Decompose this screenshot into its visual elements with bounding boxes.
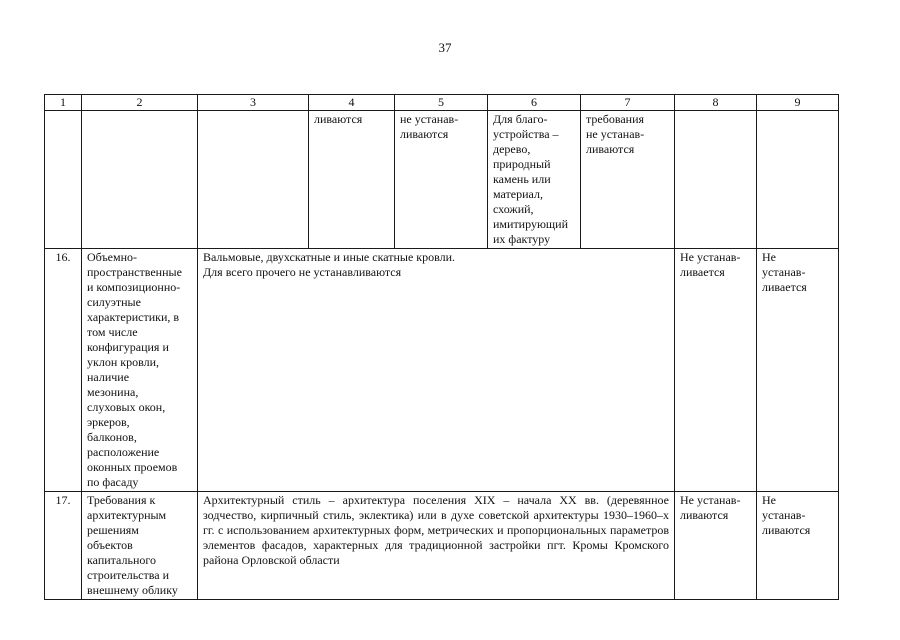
table-cell: не устанав- ливаются	[395, 111, 488, 249]
table-cell: Не устанав- ливаются	[675, 492, 757, 600]
table-row	[45, 249, 839, 492]
column-header: 6	[488, 95, 581, 111]
row-requirement: Архитектурный стиль – архитектура поселения XIX – начала XX вв. (деревянное зодчество, кирпичный стиль, эклектика) или в духе советской архитектуры 1930–1960–х гг. с использованием архитектурных форм, метрических и пропорциональных параметров элементов фасадов, характерных для традиционной застройки пгт. Кромы Кромского района Орловской области	[198, 492, 675, 600]
table-cell: Не устанав- ливаются	[757, 492, 839, 600]
row-requirement: Вальмовые, двухскатные и иные скатные кровли. Для всего прочего не устанавливаются	[198, 249, 675, 492]
table-cell	[757, 111, 839, 249]
row-title: Объемно- пространственные и композиционно- силуэтные характеристики, в том числе конфигурация и уклон кровли, наличие мезонина, слуховых окон, эркеров, балконов, расположение оконных проемов по фасаду	[82, 249, 198, 492]
table-row-continued	[45, 111, 839, 249]
column-header: 2	[82, 95, 198, 111]
row-number: 16.	[45, 249, 82, 492]
table-cell	[198, 111, 309, 249]
column-header: 8	[675, 95, 757, 111]
table-cell	[82, 111, 198, 249]
table-cell: Для благо- устройства – дерево, природный камень или материал, схожий, имитирующий их фактуру	[488, 111, 581, 249]
column-header: 1	[45, 95, 82, 111]
row-number: 17.	[45, 492, 82, 600]
table-cell: Не устанав- ливается	[675, 249, 757, 492]
table-header-row	[45, 95, 839, 111]
table-cell: Не устанав- ливается	[757, 249, 839, 492]
column-header: 4	[309, 95, 395, 111]
table-row	[45, 492, 839, 600]
page-number: 37	[438, 40, 452, 55]
table-cell: ливаются	[309, 111, 395, 249]
column-header: 5	[395, 95, 488, 111]
column-header: 3	[198, 95, 309, 111]
row-title: Требования к архитектурным решениям объектов капитального строительства и внешнему облику	[82, 492, 198, 600]
regulations-table	[44, 94, 839, 600]
table-cell: требования не устанав- ливаются	[581, 111, 675, 249]
column-header: 9	[757, 95, 839, 111]
table-cell	[45, 111, 82, 249]
table-cell	[675, 111, 757, 249]
column-header: 7	[581, 95, 675, 111]
